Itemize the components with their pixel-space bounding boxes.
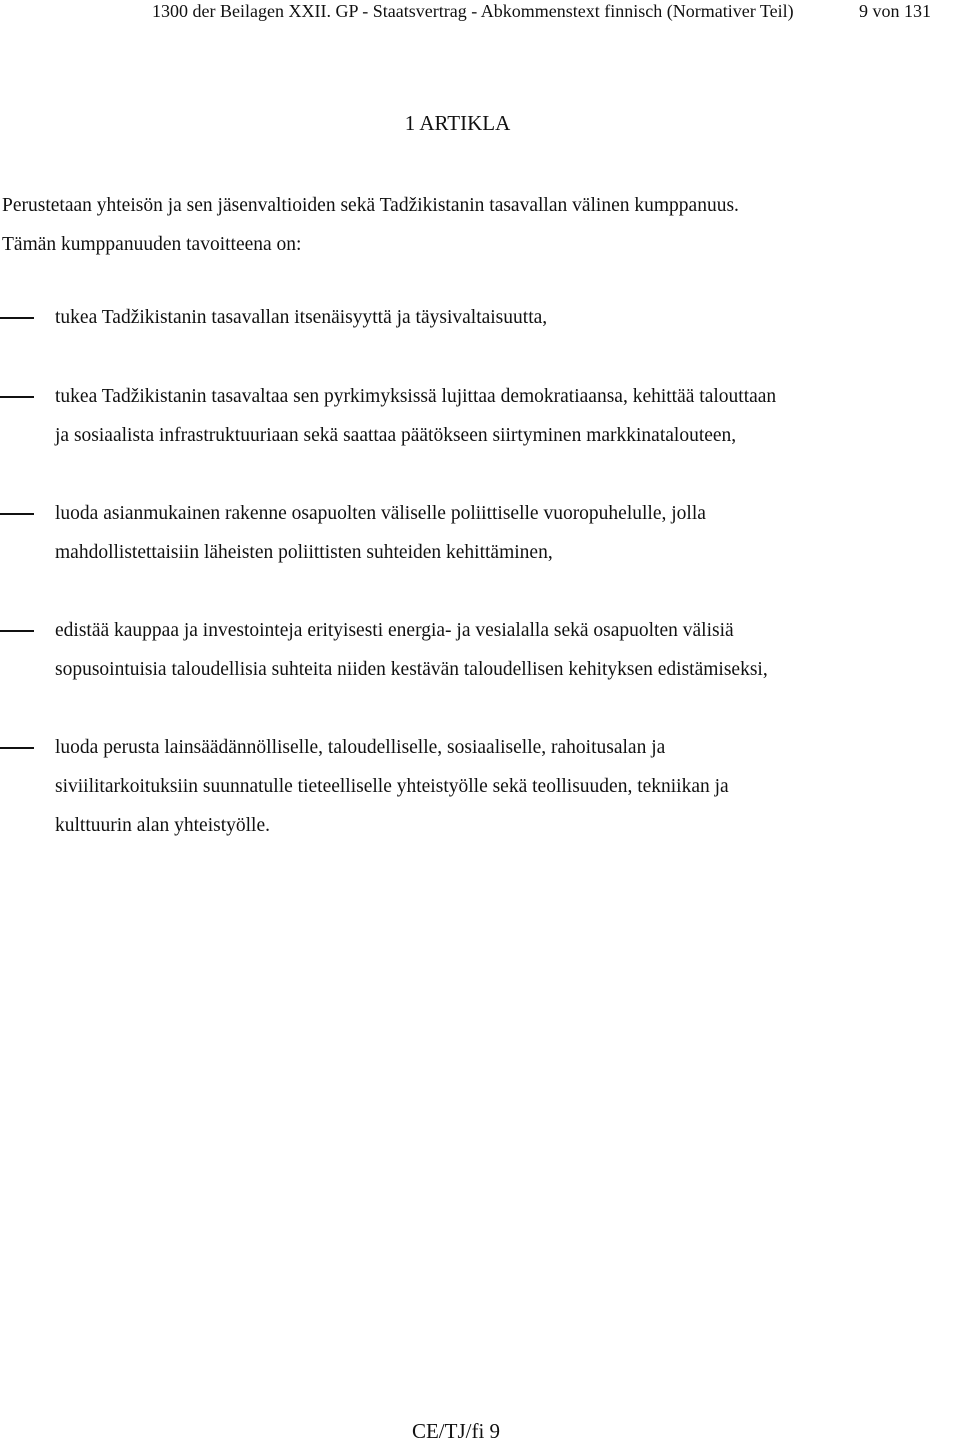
list-item-text [55,728,915,845]
article-heading: 1 ARTIKLA [404,111,511,135]
page-footer: CE/TJ/fi 9 [411,1419,501,1443]
list-item-text [55,377,915,455]
intro-line: Perustetaan yhteisön ja sen jäsenvaltioiden sekä Tadžikistanin tasavallan välinen kumppanuus. [2,195,739,216]
list-item-line: sopusointuisia taloudellisia suhteita niiden kestävän taloudellisen kehityksen edistämiseksi, [55,659,768,680]
list-item-line: mahdollistettaisiin läheisten poliittisten suhteiden kehittäminen, [55,542,553,563]
list-item-line: edistää kauppaa ja investointeja erityisesti energia- ja vesialalla sekä osapuolten välisiä [55,620,734,641]
page-counter: 9 von 131 [859,1,931,21]
list-item-line: tukea Tadžikistanin tasavaltaa sen pyrkimyksissä lujittaa demokratiaansa, kehittää talouttaan [55,386,777,407]
list-item-line: kulttuurin alan yhteistyölle. [55,815,271,836]
list-item-line: luoda perusta lainsäädännölliselle, taloudelliselle, sosiaaliselle, rahoitusalan ja [55,737,666,758]
list-item-text [55,494,915,572]
list-item-line: tukea Tadžikistanin tasavallan itsenäisyyttä ja täysivaltaisuutta, [55,307,548,328]
dash-bullet [0,630,34,632]
running-header-title: 1300 der Beilagen XXII. GP - Staatsvertrag - Abkommenstext finnisch (Normativer Teil) [152,1,794,21]
list-item-text [55,298,915,337]
list-item-line: siviilitarkoituksiin suunnatulle tieteelliselle yhteistyölle sekä teollisuuden, tekniikan ja [55,776,729,797]
dash-bullet [0,747,34,749]
dash-bullet [0,513,34,515]
dash-bullet [0,396,34,398]
intro-line: Tämän kumppanuuden tavoitteena on: [2,234,302,255]
intro-paragraph [2,186,932,264]
list-item-line: luoda asianmukainen rakenne osapuolten väliselle poliittiselle vuoropuhelulle, jolla [55,503,706,524]
dash-bullet [0,317,34,319]
list-item-line: ja sosiaalista infrastruktuuriaan sekä saattaa päätökseen siirtyminen markkinatalouteen, [55,425,737,446]
list-item-text [55,611,915,689]
